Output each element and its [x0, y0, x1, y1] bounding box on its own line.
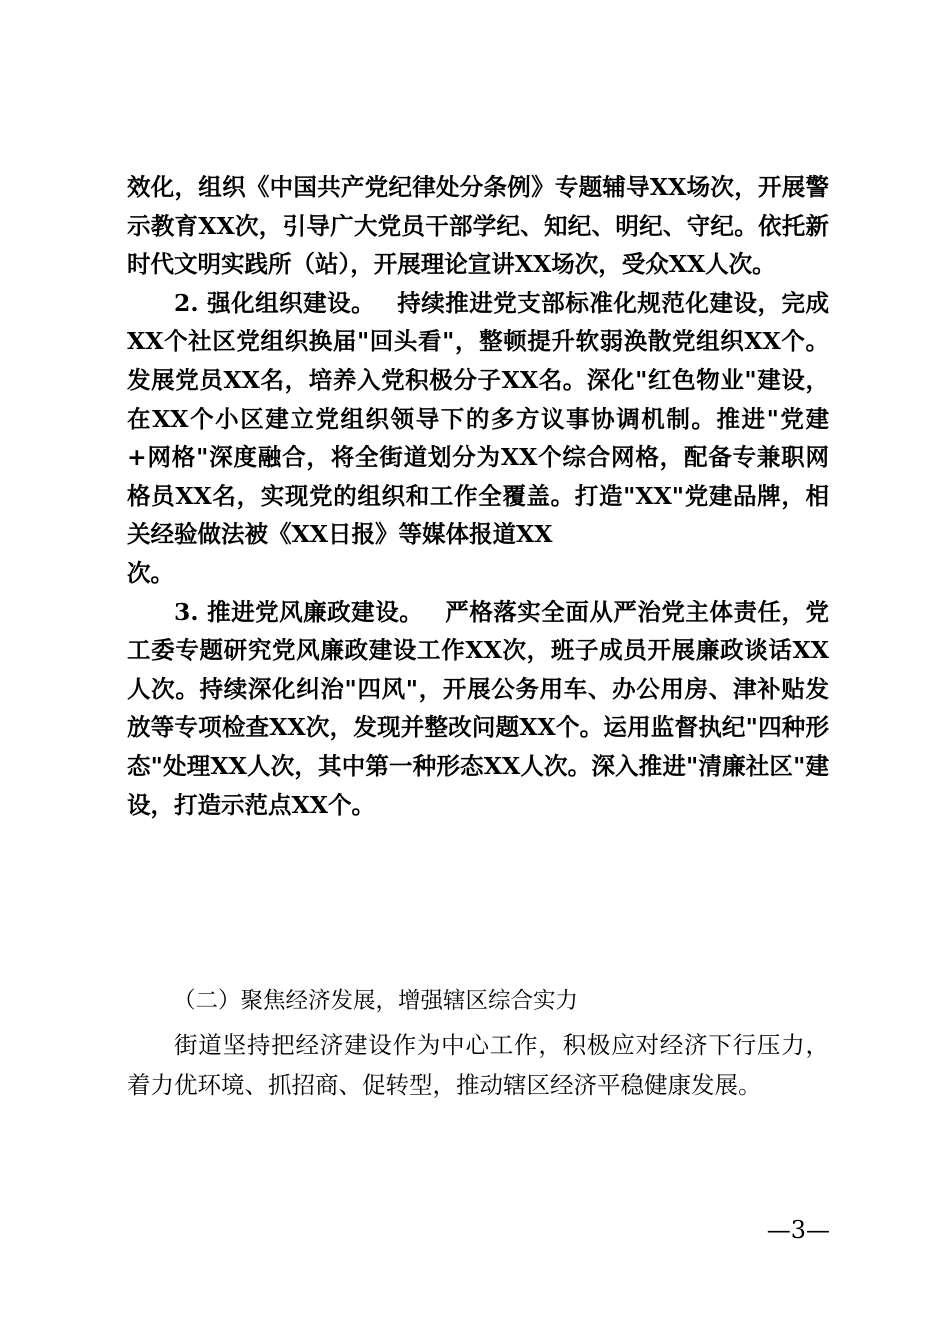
section-2-heading: （二）聚焦经济发展，增强辖区综合实力 [173, 988, 579, 1014]
bold-text-block [127, 168, 829, 824]
item-2-title: 强化组织建设。 [206, 288, 376, 317]
intro-paragraph: 效化，组织《中国共产党纪律处分条例》专题辅导XX场次，开展警示教育XX次，引导广大党员干部学纪、知纪、明纪、守纪。依托新时代文明实践所（站），开展理论宣讲XX场次，受众XX人次。 [127, 173, 829, 279]
item-3-paragraph [127, 593, 829, 825]
page-number: —3— [766, 1216, 830, 1244]
item-2-body: 持续推进党支部标准化规范化建设，完成XX个社区党组织换届"回头看"，整顿提升软弱涣散党组织XX个。发展党员XX名，培养入党积极分子XX名。深化"红色物业"建设，在XX个小区建立党组织领导下的多方议事协调机制。推进"党建+网格"深度融合，将全街道划分为XX个综合网格，配备专兼职网格员XX名，实现党的组织和工作全覆盖。打造"XX"党建品牌，相关经验做法被《XX日报》等媒体报道XX [127, 288, 830, 549]
item-3-number: 3. [174, 597, 199, 626]
item-2-number: 2. [174, 288, 199, 317]
item-2-tail: 次。 [127, 558, 174, 587]
normal-text-block [127, 1025, 829, 1105]
item-2-paragraph [127, 284, 829, 554]
section-2-paragraph: 街道坚持把经济建设作为中心工作，积极应对经济下行压力，着力优环境、抓招商、促转型，推动辖区经济平稳健康发展。 [127, 1031, 829, 1099]
item-3-title: 推进党风廉政建设。 [206, 597, 424, 626]
item-3-body: 严格落实全面从严治党主体责任，党工委专题研究党风廉政建设工作XX次，班子成员开展廉政谈话XX人次。持续深化纠治"四风"，开展公务用车、办公用房、津补贴发放等专项检查XX次，发现并整改问题XX个。运用监督执纪"四种形态"处理XX人次，其中第一种形态XX人次。深入推进"清廉社区"建设，打造示范点XX个。 [127, 597, 830, 819]
